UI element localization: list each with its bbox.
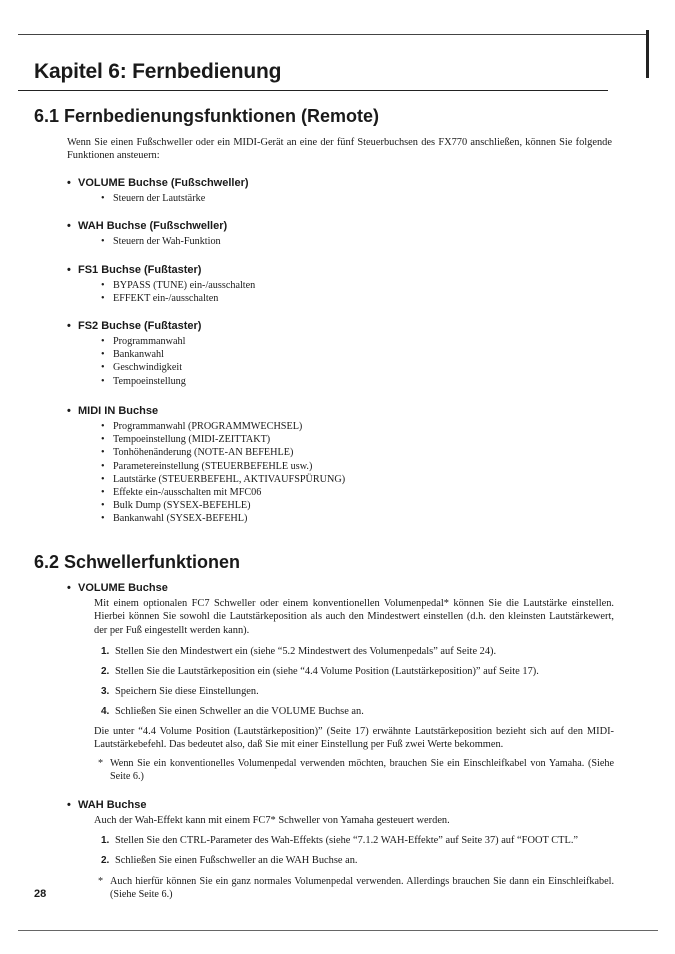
section-6-1-intro: Wenn Sie einen Fußschweller oder ein MIDI-Gerät an eine der fünf Steuerbuchsen des FX770 anschließen, können Sie folgende Funktionen ansteuern: [67,137,612,162]
volume-step-1: 1. Stellen Sie den Mindestwert ein (siehe “5.2 Mindestwert des Volumenpedals” auf Seite 24). [101,646,497,657]
section-title-6-1: 6.1 Fernbedienungsfunktionen (Remote) [34,106,380,126]
list-item: • Programmanwahl [101,335,186,348]
list-item: • Lautstärke (STEUERBEFEHL, AKTIVAUFSPÜRUNG) [101,473,345,486]
list-item: • Steuern der Lautstärke [101,192,205,205]
list-item: • Tempoeinstellung [101,375,186,388]
list-item: • Effekte ein-/ausschalten mit MFC06 [101,486,345,499]
group-list-fs1 [101,279,255,305]
wah-intro: Auch der Wah-Effekt kann mit einem FC7* Schweller von Yamaha gesteuert werden. [94,815,450,826]
top-rule [18,34,646,35]
volume-head: • VOLUME Buchse [67,582,168,594]
top-right-marker [646,30,649,78]
volume-step-3: 3. Speichern Sie diese Einstellungen. [101,686,259,697]
wah-step-1: 1. Stellen Sie den CTRL-Parameter des Wah-Effekts (siehe “7.1.2 WAH-Effekte” auf Seite 37) auf “FOOT CTL.” [101,835,579,846]
group-list-volume [101,192,205,205]
group-head-midi-in: • MIDI IN Buchse [67,405,159,417]
list-item: • BYPASS (TUNE) ein-/ausschalten [101,279,255,292]
group-list-wah [101,235,221,248]
volume-after-text: Die unter “4.4 Volume Position (Lautstärkeposition)” (Seite 17) erwähnte Lautstärkeposition bezieht sich auf den MIDI-Lautstärkebefehl. Das bedeutet also, daß Sie mit einer Einstellung per Fuß zwei Werte bekommen. [94,726,614,751]
list-item: • Parametereinstellung (STEUERBEFEHLE usw.) [101,460,345,473]
volume-note: * Wenn Sie ein konventionelles Volumenpedal verwenden möchten, brauchen Sie ein Einschleifkabel von Yamaha. (Siehe Seite 6.) [98,758,614,783]
wah-note: * Auch hierfür können Sie ein ganz normales Volumenpedal verwenden. Allerdings brauchen Sie dann ein Einschleifkabel. (Siehe Seite 6.) [98,876,614,901]
list-item: • EFFEKT ein-/ausschalten [101,292,255,305]
chapter-rule [18,90,608,91]
group-head-wah: • WAH Buchse (Fußschweller) [67,220,228,232]
group-head-fs1: • FS1 Buchse (Fußtaster) [67,264,202,276]
group-head-fs2: • FS2 Buchse (Fußtaster) [67,320,202,332]
list-item: • Geschwindigkeit [101,361,186,374]
chapter-title: Kapitel 6: Fernbedienung [34,60,282,83]
list-item: • Bankanwahl [101,348,186,361]
wah-step-2: 2. Schließen Sie einen Fußschweller an die WAH Buchse an. [101,855,358,866]
list-item: • Steuern der Wah-Funktion [101,235,221,248]
group-list-fs2 [101,335,186,388]
volume-step-2: 2. Stellen Sie die Lautstärkeposition ein (siehe “4.4 Volume Position (Lautstärkeposition)” auf Seite 17). [101,666,539,677]
group-list-midi-in [101,420,345,526]
list-item: • Bankanwahl (SYSEX-BEFEHL) [101,512,345,525]
list-item: • Bulk Dump (SYSEX-BEFEHLE) [101,499,345,512]
page-number: 28 [34,888,47,900]
volume-intro: Mit einem optionalen FC7 Schweller oder einem konventionellen Volumenpedal* können Sie die Lautstärke einstellen. Hierbei können Sie sowohl die Lautstärkeposition als auch den Mindestwert einstellen (d.h. den kleinsten Lautstärkewert, der per Fuß eingestellt werden kann). [94,598,614,636]
list-item: • Programmanwahl (PROGRAMMWECHSEL) [101,420,345,433]
list-item: • Tonhöhenänderung (NOTE-AN BEFEHLE) [101,446,345,459]
bottom-rule [18,930,658,931]
volume-step-4: 4. Schließen Sie einen Schweller an die VOLUME Buchse an. [101,706,364,717]
section-title-6-2: 6.2 Schwellerfunktionen [34,552,241,572]
wah-head: • WAH Buchse [67,799,147,811]
group-head-volume: • VOLUME Buchse (Fußschweller) [67,177,249,189]
list-item: • Tempoeinstellung (MIDI-ZEITTAKT) [101,433,345,446]
